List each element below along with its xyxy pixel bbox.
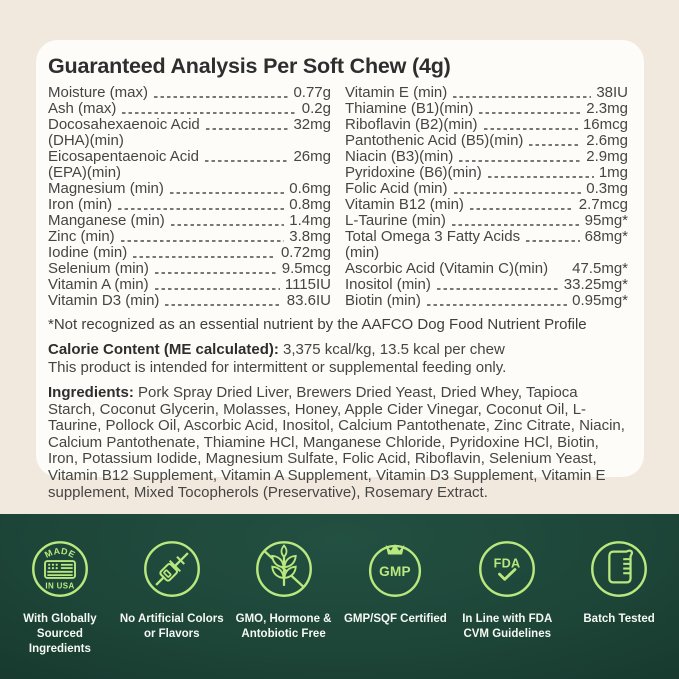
nutrient-name-continuation: (EPA)(min) [48,164,122,181]
badge-no-artificial [116,539,228,642]
analysis-row [48,197,331,213]
ingredients-text: Pork Spray Dried Liver, Brewers Dried Yeast, Dried Whey, Tapioca Starch, Coconut Glycerin, Molasses, Honey, Apple Cider Vinegar, Coconut Oil, L-Taurine, Pollock Oil, Ascorbic Acid, Inositol, Calcium Pantothenate, Zinc Citrate, Niacin, Calcium Pantothenate, Thiamine HCl, Manganese Chloride, Pyridoxine HCl, Biotin, Iron, Potassium Iodide, Magnesium Sulfate, Folic Acid, Riboflavin, Selenium Yeast, Vitamin B12 Supplement, Vitamin A Supplement, Vitamin D3 Supplement, Vitamin E supplement, Mixed Tocopherols (Preservative), Rosemary Extract. [48,384,625,501]
certification-bar [0,514,679,679]
analysis-row [345,149,628,165]
nutrient-value: 0.77g [293,84,331,101]
nutrient-value: 16mcg [582,116,628,133]
nutrient-name: L-Taurine (min) [345,212,446,229]
nutrient-name: Ash (max) [48,100,117,117]
dotted-leader [118,208,284,210]
badge-label: No Artificial Colors or Flavors [119,613,224,641]
dotted-leader [154,96,288,98]
nutrient-name: Eicosapentaenoic Acid [48,148,199,165]
nutrient-value: 2.6mg [586,132,628,149]
nutrient-name: Iron (min) [48,196,113,213]
nutrient-name: Total Omega 3 Fatty Acids [345,228,521,245]
dotted-leader [205,160,289,162]
nutrient-value: 33.25mg* [563,276,628,293]
dotted-leader [529,144,581,146]
nutrient-value: 2.9mg [586,148,628,165]
nutrient-name: Manganese (min) [48,212,165,229]
nutrient-name-continuation: (DHA)(min) [48,132,124,149]
nutrient-name: Inositol (min) [345,276,431,293]
analysis-row [48,229,331,245]
nutrient-name: Vitamin A (min) [48,276,149,293]
nutrient-name: Biotin (min) [345,292,421,309]
nutrient-name: Magnesium (min) [48,180,164,197]
nutrient-value: 0.8mg [289,196,331,213]
badge-label: Batch Tested [583,613,655,625]
nutrient-name: Selenium (min) [48,260,149,277]
dotted-leader [155,272,277,274]
ingredients-label: Ingredients: [48,384,134,401]
nutrient-name: Iodine (min) [48,244,128,261]
analysis-row [345,197,628,213]
feeding-statement: This product is intended for intermittent or supplemental feeding only. [48,359,507,376]
analysis-row [345,261,628,277]
dotted-leader [170,192,284,194]
dotted-leader [171,224,285,226]
no-gmo-plant-icon [254,539,314,599]
analysis-row [345,229,628,245]
nutrient-value: 2.3mg [586,100,628,117]
analysis-columns [48,85,628,309]
nutrient-name: Vitamin B12 (min) [345,196,464,213]
dotted-leader [437,288,559,290]
badge-label: GMO, Hormone & Antobiotic Free [235,613,332,641]
svg-text:MADE: MADE [42,545,78,560]
nutrient-name: Zinc (min) [48,228,115,245]
dotted-leader [488,176,594,178]
dotted-leader [526,240,580,242]
nutrient-name: Ascorbic Acid (Vitamin C)(min) [345,260,549,277]
calorie-value: 3,375 kcal/kg, 13.5 kcal per chew [283,341,505,358]
analysis-row [345,181,628,197]
dotted-leader [121,240,285,242]
nutrient-name: Vitamin E (min) [345,84,448,101]
nutrient-name: Moisture (max) [48,84,149,101]
analysis-row [345,293,628,309]
nutrient-value: 0.95mg* [572,292,628,309]
analysis-row [345,101,628,117]
dotted-leader [133,256,276,258]
analysis-left-column [48,85,331,309]
leader-gap [548,261,572,277]
nutrient-value: 0.3mg [586,180,628,197]
gmp-crown-icon [365,539,425,599]
no-artificial-syringe-icon [142,539,202,599]
analysis-row [48,277,331,293]
nutrient-value: 38IU [596,84,628,101]
analysis-row [48,245,331,261]
dotted-leader [452,224,580,226]
nutrient-name: Thiamine (B1)(min) [345,100,474,117]
analysis-row [48,85,331,101]
nutrient-value: 3.8mg [289,228,331,245]
analysis-row [48,181,331,197]
dotted-leader [122,112,296,114]
nutrient-value: 1.4mg [289,212,331,229]
nutrient-name: Riboflavin (B2)(min) [345,116,478,133]
badge-made-in-usa [4,539,116,658]
dotted-leader [427,304,567,306]
analysis-row [345,133,628,149]
badge-gmp [339,539,451,627]
analysis-row [345,85,628,101]
fda-check-icon [477,539,537,599]
nutrient-name: Docosahexaenoic Acid [48,116,200,133]
nutrient-name: Niacin (B3)(min) [345,148,454,165]
nutrient-value: 26mg [293,148,331,165]
analysis-row [345,165,628,181]
nutrient-value: 68mg* [584,228,628,245]
dotted-leader [453,96,591,98]
nutrient-value: 9.5mcg [281,260,331,277]
badge-batch-tested [563,539,675,627]
dotted-leader [479,112,581,114]
card-title: Guaranteed Analysis Per Soft Chew (4g) [48,54,451,78]
svg-text:GMP: GMP [379,564,412,580]
dotted-leader [155,288,280,290]
analysis-row [345,277,628,293]
calorie-label: Calorie Content (ME calculated): [48,341,279,358]
aafco-footnote: *Not recognized as an essential nutrient by the AAFCO Dog Food Nutrient Profile [48,316,587,333]
analysis-row [345,213,628,229]
badge-label: GMP/SQF Certified [343,613,447,625]
dotted-leader [165,304,281,306]
nutrient-value: 95mg* [584,212,628,229]
analysis-row [48,293,331,309]
svg-text:IN USA: IN USA [45,581,75,591]
analysis-row [345,117,628,133]
badge-label: In Line with FDA CVM Guidelines [462,613,553,641]
dotted-leader [470,208,574,210]
nutrient-value: 47.5mg* [572,260,628,277]
ingredients-paragraph [48,385,628,501]
dotted-leader [454,192,582,194]
badge-fda [451,539,563,642]
nutrient-value: 1mg [598,164,628,181]
calorie-content [48,341,628,358]
svg-text:FDA: FDA [493,556,521,571]
dotted-leader [459,160,581,162]
nutrient-value: 83.6IU [286,292,331,309]
analysis-row [48,117,331,133]
made-in-usa-icon [30,539,90,599]
nutrient-name: Pyridoxine (B6)(min) [345,164,482,181]
nutrient-value: 1115IU [284,276,331,293]
analysis-row [48,261,331,277]
nutrient-value: 0.2g [301,100,331,117]
batch-tested-beaker-icon [589,539,649,599]
nutrient-name: Pantothenic Acid (B5)(min) [345,132,524,149]
badge-gmo-free [228,539,340,642]
analysis-row [48,213,331,229]
dotted-leader [484,128,578,130]
nutrient-name: Folic Acid (min) [345,180,448,197]
guaranteed-analysis-card [36,40,644,501]
dotted-leader [206,128,289,130]
nutrient-name-continuation: (min) [345,244,380,261]
nutrient-name: Vitamin D3 (min) [48,292,160,309]
badge-label: With Globally Sourced Ingredients [23,613,97,656]
analysis-row [48,101,331,117]
analysis-row [48,149,331,165]
nutrient-value: 2.7mcg [578,196,628,213]
nutrient-value: 32mg [293,116,331,133]
nutrient-value: 0.72mg [280,244,331,261]
nutrient-value: 0.6mg [289,180,331,197]
analysis-right-column [345,85,628,309]
